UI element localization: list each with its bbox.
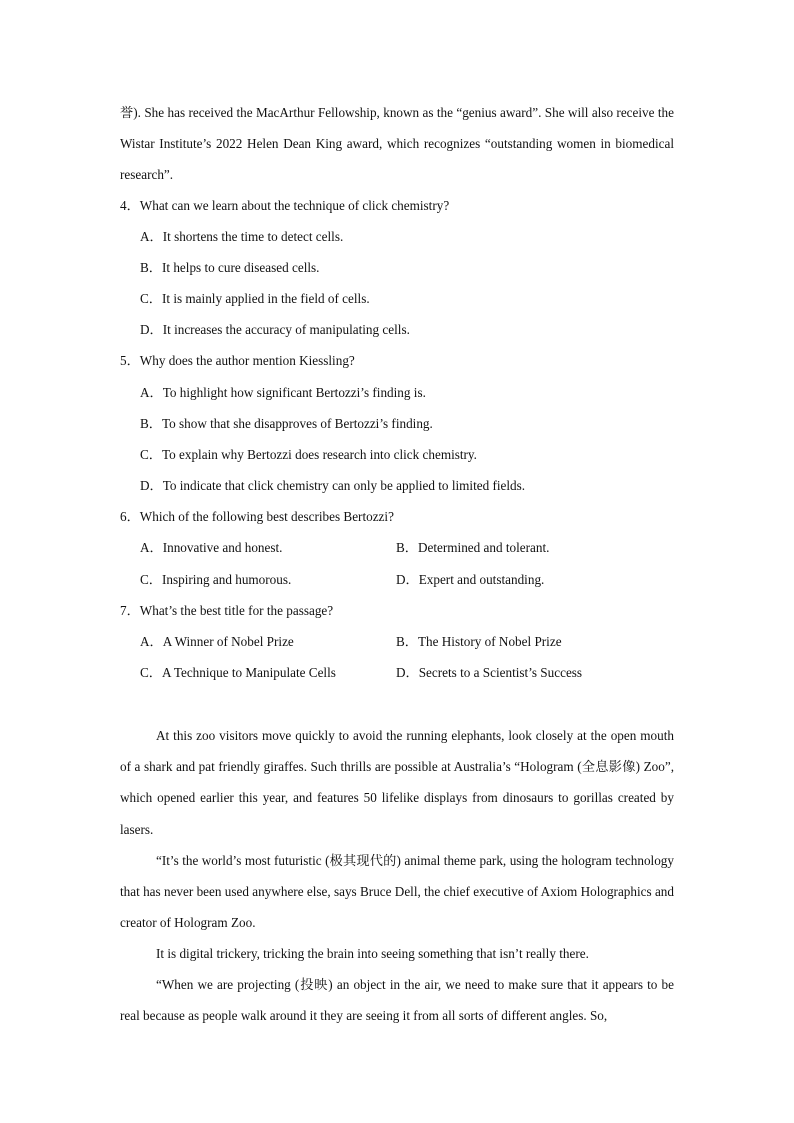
question-5-stem: 5．Why does the author mention Kiessling? [120,353,355,368]
question-6-option-d: D．Expert and outstanding. [396,572,545,587]
question-5-option-a: A．To highlight how significant Bertozzi’s finding is. [140,385,426,400]
question-7-option-d: D．Secrets to a Scientist’s Success [396,665,583,680]
question-5-option-b: B．To show that she disapproves of Bertozzi’s finding. [140,416,433,431]
question-5-option-c: C．To explain why Bertozzi does research into click chemistry. [140,447,477,462]
passage-d-paragraph-4: “When we are projecting (投映) an object in the air, we need to make sure that it appears to be real because as people walk around it they are seeing it from all sorts of different angles. So, [120,977,674,1024]
passage-d-paragraph-2: “It’s the world’s most futuristic (极其现代的) animal theme park, using the hologram technology that has never been used anywhere else, says Bruce Dell, the chief executive of Axiom Holographics and creator of Hologram Zoo. [120,853,674,931]
question-7-stem: 7．What’s the best title for the passage? [120,603,334,618]
question-4-stem: 4．What can we learn about the technique of click chemistry? [120,198,450,213]
passage-d-paragraph-3: It is digital trickery, tricking the brain into seeing something that isn’t really there. [156,946,589,961]
question-4-option-c: C．It is mainly applied in the field of cells. [140,291,370,306]
passage-c-tail: 誉). She has received the MacArthur Fellowship, known as the “genius award”. She will also receive the Wistar Institute’s 2022 Helen Dean King award, which recognizes “outstanding women in biomedical research”. [120,105,674,183]
question-4-option-b: B．It helps to cure diseased cells. [140,260,320,275]
question-6-option-b: B．Determined and tolerant. [396,540,550,555]
question-7-option-c: C．A Technique to Manipulate Cells [140,665,336,680]
question-6-stem: 6．Which of the following best describes Bertozzi? [120,509,394,524]
question-5-option-d: D．To indicate that click chemistry can only be applied to limited fields. [140,478,526,493]
question-4-option-d: D．It increases the accuracy of manipulating cells. [140,322,410,337]
question-7-option-a: A．A Winner of Nobel Prize [140,634,294,649]
question-4-option-a: A．It shortens the time to detect cells. [140,229,344,244]
question-7-option-b: B．The History of Nobel Prize [396,634,562,649]
passage-d-paragraph-1: At this zoo visitors move quickly to avoid the running elephants, look closely at the open mouth of a shark and pat friendly giraffes. Such thrills are possible at Australia’s “Hologram (全息影像) Zoo”, which opened earlier this year, and features 50 lifelike displays from dinosaurs to gorillas created by lasers. [120,728,674,837]
question-6-option-c: C．Inspiring and humorous. [140,572,292,587]
question-6-option-a: A．Innovative and honest. [140,540,283,555]
